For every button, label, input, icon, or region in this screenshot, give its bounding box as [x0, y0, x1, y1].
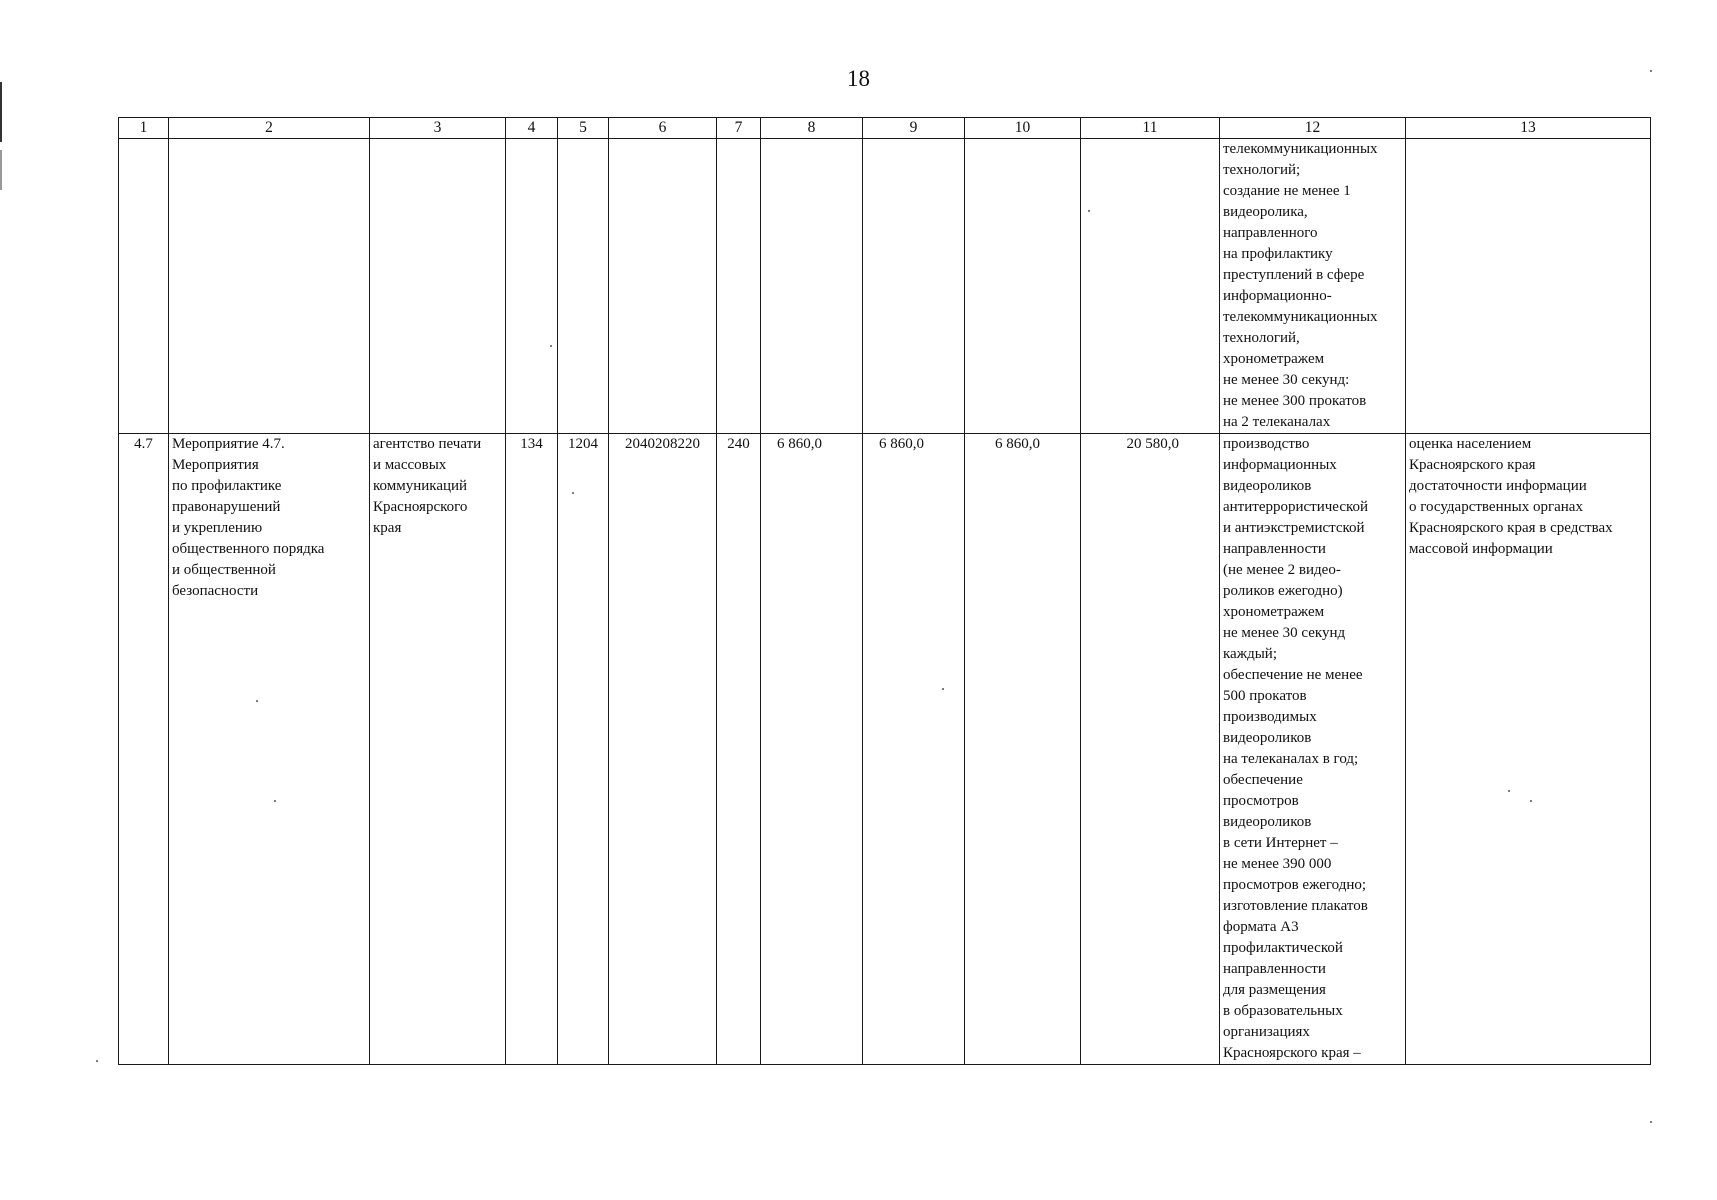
page-number: 18 [847, 66, 870, 91]
column-header: 3 [370, 118, 506, 139]
scan-speck [550, 345, 552, 347]
column-header: 13 [1406, 118, 1651, 139]
amount-cell: 6 860,0 [965, 434, 1081, 1065]
amount-total-cell: 20 580,0 [1081, 434, 1220, 1065]
code-cell: 2040208220 [609, 434, 717, 1065]
column-header: 8 [761, 118, 863, 139]
column-header: 2 [169, 118, 370, 139]
scan-speck [942, 688, 944, 690]
scan-edge-mark [0, 82, 2, 142]
expected-results-cell: производство информационных видеороликов антитеррористической и антиэкстремистской направленности (не менее 2 видео- роликов ежегодно) хронометражем не менее 30 секунд каждый; обеспечение не менее 500 прокатов производимых видеороликов на телеканалах в год; обеспечение просмотров видеороликов в сети Интернет – не менее 390 000 просмотров ежегодно; изготовление плакатов формата А3 профилактической направленности для размещения в образовательных организациях Красноярского края – [1220, 434, 1406, 1065]
column-header: 9 [863, 118, 965, 139]
measure-name-cell: Мероприятие 4.7. Мероприятия по профилактике правонарушений и укреплению общественного порядка и общественной безопасности [169, 434, 370, 1065]
scan-speck [1508, 790, 1510, 792]
scan-speck [96, 1060, 98, 1062]
scan-speck [572, 492, 574, 494]
amount-cell: 6 860,0 [863, 434, 965, 1065]
scan-speck [1088, 210, 1090, 212]
program-measures-table [118, 117, 1651, 1065]
scan-speck [1530, 800, 1532, 802]
scan-speck [1650, 1121, 1652, 1123]
row-number-cell: 4.7 [119, 434, 169, 1065]
column-header: 4 [506, 118, 558, 139]
table-cell [1406, 139, 1651, 434]
scan-speck [1650, 70, 1652, 72]
table-cell [370, 139, 506, 434]
code-cell: 134 [506, 434, 558, 1065]
table-cell [609, 139, 717, 434]
expected-results-cell: телекоммуникационных технологий; создание не менее 1 видеоролика, направленного на профилактику преступлений в сфере информационно- телекоммуникационных технологий, хронометражем не менее 30 секунд: не менее 300 прокатов на 2 телеканалах [1220, 139, 1406, 434]
column-header: 7 [717, 118, 761, 139]
scan-speck [256, 700, 258, 702]
table-cell [506, 139, 558, 434]
table-cell [863, 139, 965, 434]
evaluation-indicator-cell: оценка населением Красноярского края достаточности информации о государственных органах Красноярского края в средствах массовой информации [1406, 434, 1651, 1065]
scan-edge-mark [0, 150, 2, 190]
column-header: 5 [558, 118, 609, 139]
code-cell: 1204 [558, 434, 609, 1065]
table-cell [965, 139, 1081, 434]
code-cell: 240 [717, 434, 761, 1065]
column-header: 11 [1081, 118, 1220, 139]
table-cell [717, 139, 761, 434]
amount-cell: 6 860,0 [761, 434, 863, 1065]
table-cell [761, 139, 863, 434]
column-header: 12 [1220, 118, 1406, 139]
table-cell [1081, 139, 1220, 434]
column-header: 6 [609, 118, 717, 139]
responsible-body-cell: агентство печати и массовых коммуникаций Красноярского края [370, 434, 506, 1065]
column-header: 1 [119, 118, 169, 139]
table-cell [558, 139, 609, 434]
scan-speck [274, 800, 276, 802]
table-row-continuation [119, 139, 1651, 434]
table-cell [119, 139, 169, 434]
column-header: 10 [965, 118, 1081, 139]
table-cell [169, 139, 370, 434]
table-header-row [119, 118, 1651, 139]
table-row-4-7 [119, 434, 1651, 1065]
